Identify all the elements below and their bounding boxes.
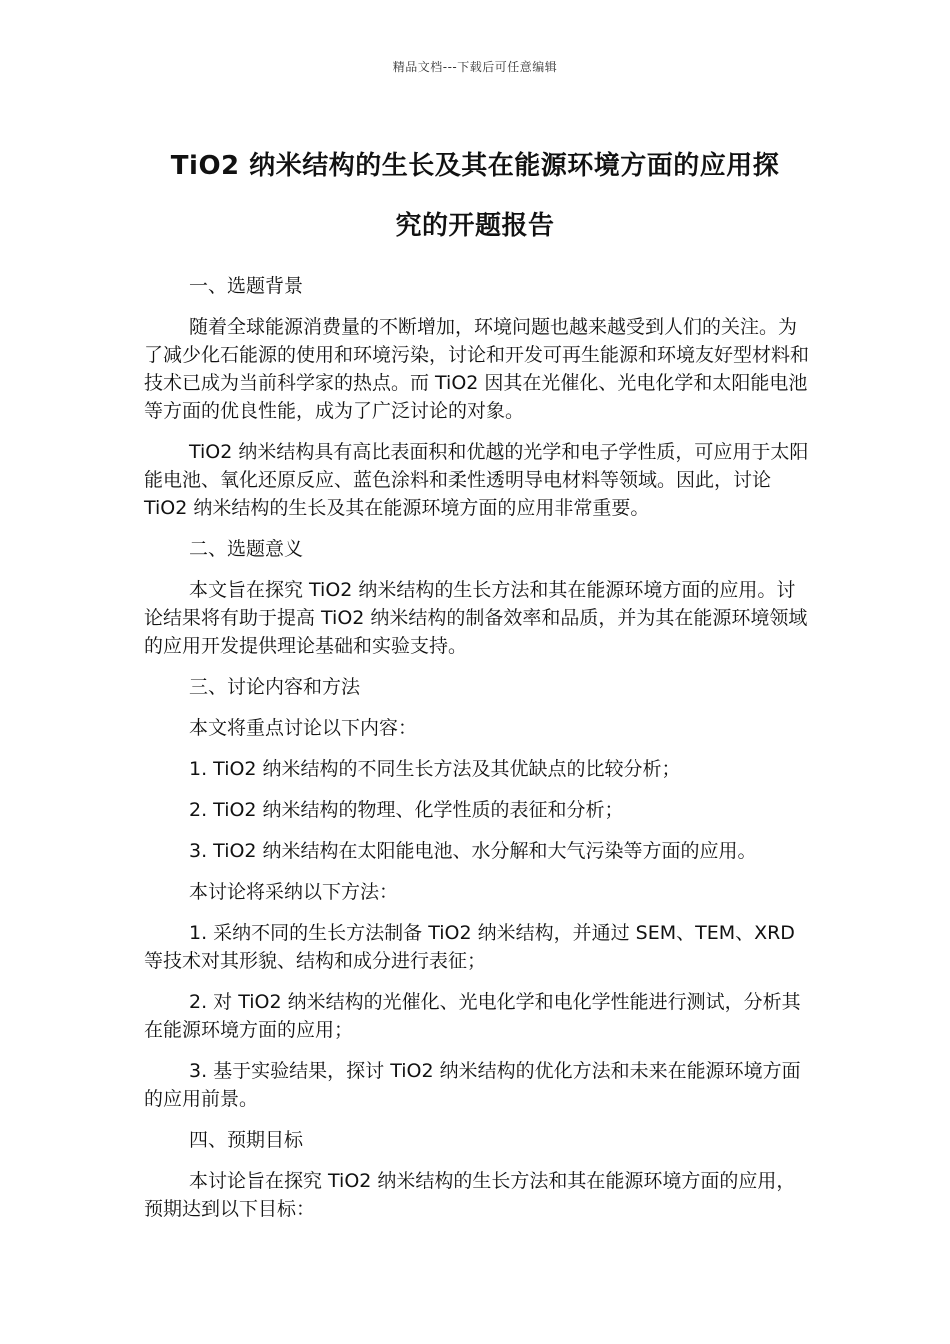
method-item-2: 2. 对 TiO2 纳米结构的光催化、光电化学和电化学性能进行测试，分析其在能源环境方面的应用；	[144, 991, 801, 1041]
content-intro: 本文将重点讨论以下内容：	[189, 717, 418, 739]
method-intro: 本讨论将采纳以下方法：	[189, 881, 399, 903]
method-item-1: 1. 采纳不同的生长方法制备 TiO2 纳米结构，并通过 SEM、TEM、XRD 等技术对其形貌、结构和成分进行表征；	[144, 922, 795, 972]
significance-paragraph: 本文旨在探究 TiO2 纳米结构的生长方法和其在能源环境方面的应用。讨论结果将有助于提高 TiO2 纳米结构的制备效率和品质，并为其在能源环境领域的应用开发提供理论基础和实验支持。	[144, 579, 808, 657]
header-note: 精品文档---下载后可任意编辑	[392, 60, 558, 74]
content-item-3: 3. TiO2 纳米结构在太阳能电池、水分解和大气污染等方面的应用。	[189, 840, 757, 862]
document-title	[120, 136, 830, 256]
section-heading-significance: 二、选题意义	[189, 538, 304, 560]
method-item-3: 3. 基于实验结果，探讨 TiO2 纳米结构的优化方法和未来在能源环境方面的应用前景。	[144, 1060, 801, 1110]
goals-paragraph: 本讨论旨在探究 TiO2 纳米结构的生长方法和其在能源环境方面的应用，预期达到以下目标：	[144, 1170, 796, 1220]
section-heading-goals: 四、预期目标	[189, 1129, 304, 1151]
title-line-2: 究的开题报告	[395, 211, 555, 241]
background-paragraph-1: 随着全球能源消费量的不断增加，环境问题也越来越受到人们的关注。为了减少化石能源的使用和环境污染，讨论和开发可再生能源和环境友好型材料和技术已成为当前科学家的热点。而 TiO2 因其在光催化、光电化学和太阳能电池等方面的优良性能，成为了广泛讨论的对象。	[144, 316, 810, 422]
background-paragraph-2: TiO2 纳米结构具有高比表面积和优越的光学和电子学性质，可应用于太阳能电池、氧化还原反应、蓝色涂料和柔性透明导电材料等领域。因此，讨论 TiO2 纳米结构的生长及其在能源环境方面的应用非常重要。	[144, 441, 809, 519]
title-line-1: TiO2 纳米结构的生长及其在能源环境方面的应用探	[170, 151, 780, 181]
section-heading-background: 一、选题背景	[189, 275, 304, 297]
content-item-1: 1. TiO2 纳米结构的不同生长方法及其优缺点的比较分析；	[189, 758, 681, 780]
content-item-2: 2. TiO2 纳米结构的物理、化学性质的表征和分析；	[189, 799, 624, 821]
document-body	[144, 272, 809, 1236]
section-heading-content: 三、讨论内容和方法	[189, 676, 361, 698]
